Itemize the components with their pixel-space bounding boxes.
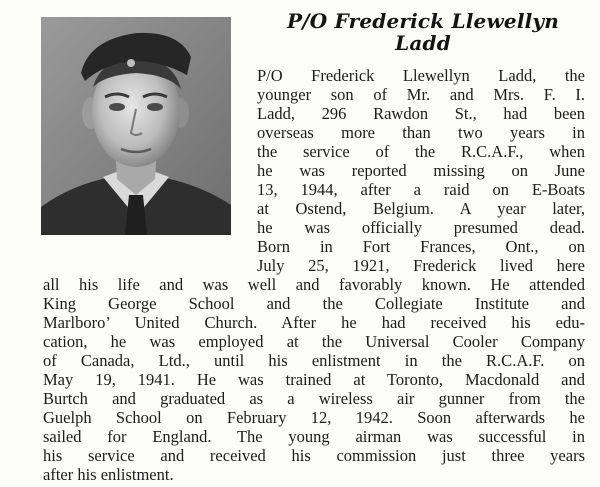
- body-line-18: Burtch and graduated as a wireless air gunner from the: [43, 389, 585, 408]
- body-line-6: he was reported missing on June: [257, 161, 585, 180]
- body-line-22: after his enlistment.: [43, 465, 174, 484]
- body-line-7: 13, 1944, after a raid on E-Boats: [257, 180, 585, 199]
- article-title: [246, 10, 600, 54]
- body-line-15: cation, he was employed at the Universal Cooler Company: [43, 332, 585, 351]
- body-line-2: younger son of Mr. and Mrs. F. I.: [257, 85, 585, 104]
- body-line-11: July 25, 1921, Frederick lived here: [257, 256, 585, 275]
- body-line-10: Born in Fort Frances, Ont., on: [257, 237, 585, 256]
- body-line-13: King George School and the Collegiate Institute and: [43, 294, 585, 313]
- body-line-19: Guelph School on February 12, 1942. Soon afterwards he: [43, 408, 585, 427]
- body-line-3: Ladd, 296 Rawdon St., had been: [257, 104, 585, 123]
- body-line-16: of Canada, Ltd., until his enlistment in the R.C.A.F. on: [43, 351, 585, 370]
- article-title-line-1: P/O Frederick Llewellyn: [287, 9, 559, 33]
- body-line-5: the service of the R.C.A.F., when: [257, 142, 585, 161]
- body-line-20: sailed for England. The young airman was successful in: [43, 427, 585, 446]
- portrait-photo: [41, 17, 231, 235]
- article-title-line-2: Ladd: [395, 31, 451, 55]
- body-line-8: at Ostend, Belgium. A year later,: [257, 199, 585, 218]
- body-line-1: P/O Frederick Llewellyn Ladd, the: [257, 66, 585, 85]
- body-line-17: May 19, 1941. He was trained at Toronto, Macdonald and: [43, 370, 585, 389]
- body-line-4: overseas more than two years in: [257, 123, 585, 142]
- body-line-14: Marlboro’ United Church. After he had received his edu-: [43, 313, 585, 332]
- body-line-12: all his life and was well and favorably known. He attended: [43, 275, 585, 294]
- body-line-21: his service and received his commission just three years: [43, 446, 585, 465]
- body-line-9: he was officially presumed dead.: [257, 218, 585, 237]
